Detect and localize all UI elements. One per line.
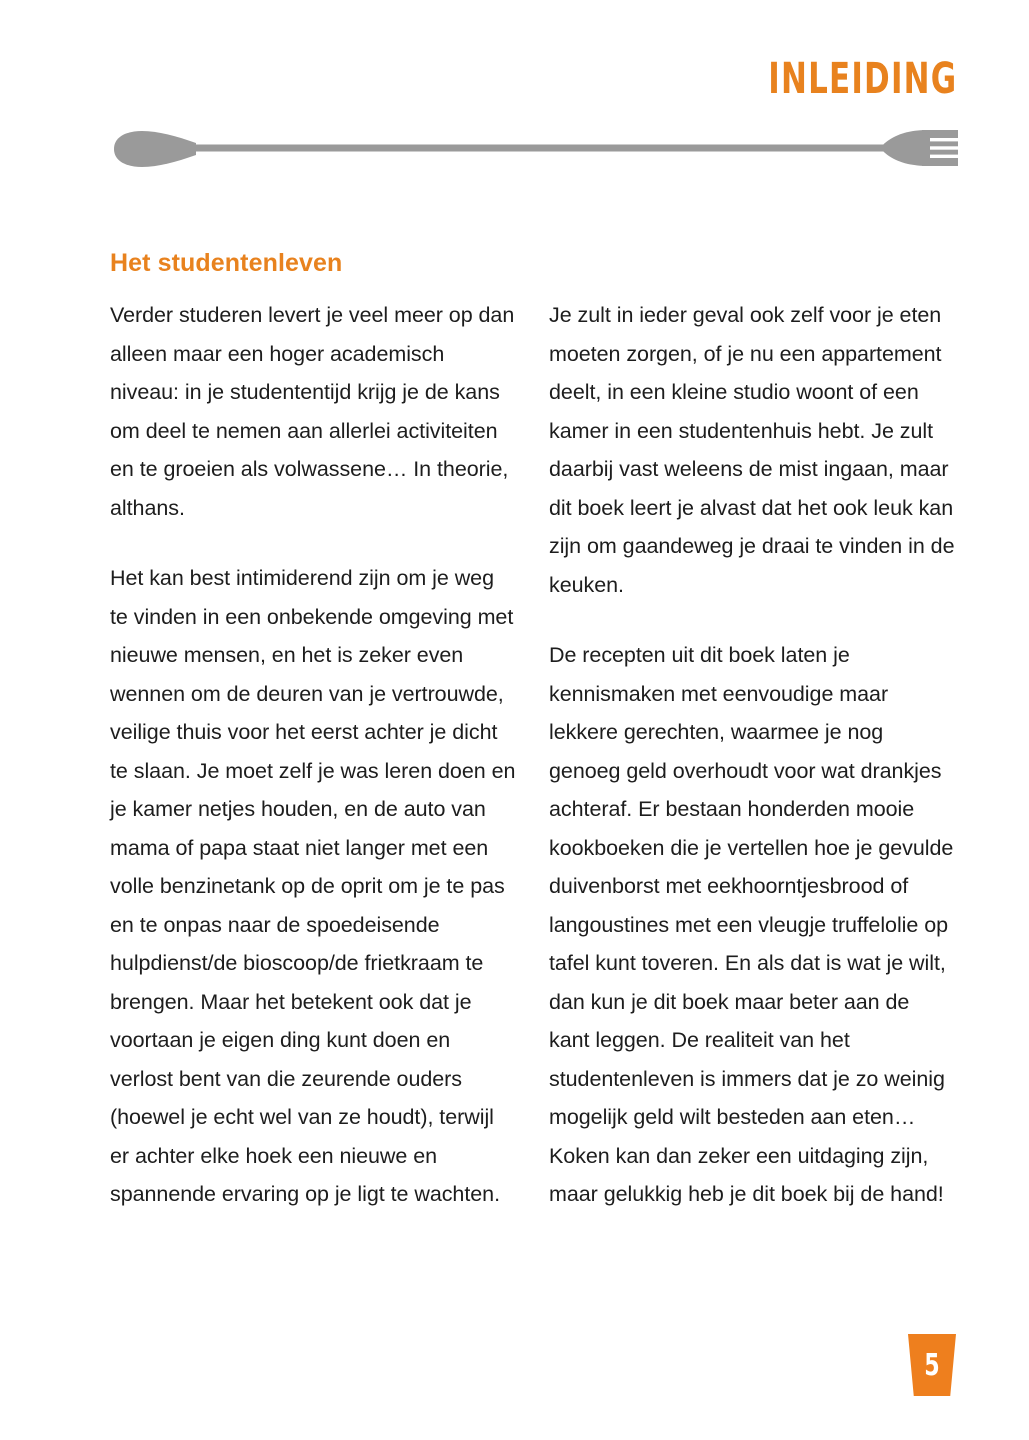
fork-and-spoon-divider-icon bbox=[110, 122, 958, 174]
page-number: 5 bbox=[924, 1347, 940, 1383]
page-title: INLEIDING bbox=[767, 54, 957, 104]
paragraph: Het kan best intimiderend zijn om je weg te vinden in een onbekende omgeving met nieuwe mensen, en het is zeker even wennen om de deuren van je vertrouwde, veilige thuis voor het eerst achter je dicht te slaan. Je moet zelf je was leren doen en je kamer netjes houden, en de auto van mama of papa staat niet langer met een volle benzinetank op de oprit om je te pas en te onpas naar de spoedeisende hulpdienst/de bioscoop/de frietkraam te brengen. Maar het betekent ook dat je voortaan je eigen ding kunt doen en verlost bent van die zeurende ouders (hoewel je echt wel van ze houdt), terwijl er achter elke hoek een nieuwe en spannende ervaring op je ligt te wachten. bbox=[110, 566, 516, 1206]
section-heading: Het studentenleven bbox=[110, 248, 343, 277]
paragraph: De recepten uit dit boek laten je kennismaken met eenvoudige maar lekkere gerechten, waarmee je nog genoeg geld overhoudt voor wat drankjes achteraf. Er bestaan honderden mooie kookboeken die je vertellen hoe je gevulde duivenborst met eekhoorntjesbrood of langoustines met een vleugje truffelolie op tafel kunt toveren. En als dat is wat je wilt, dan kun je dit boek maar beter aan de kant leggen. De realiteit van het studentenleven is immers dat je zo weinig mogelijk geld wilt besteden aan eten… Koken kan dan zeker een uitdaging zijn, maar gelukkig heb je dit boek bij de hand! bbox=[549, 643, 954, 1206]
page-number-badge bbox=[908, 1334, 956, 1396]
paragraph: Je zult in ieder geval ook zelf voor je eten moeten zorgen, of je nu een appartement deelt, in een kleine studio woont of een kamer in een studentenhuis hebt. Je zult daarbij vast weleens de mist ingaan, maar dit boek leert je alvast dat het ook leuk kan zijn om gaandeweg je draai te vinden in de keuken. bbox=[549, 303, 955, 597]
text-column-left bbox=[110, 296, 516, 1214]
article-body bbox=[110, 296, 956, 1214]
page-header bbox=[0, 0, 1029, 180]
paragraph: Verder studeren levert je veel meer op dan alleen maar een hoger academisch niveau: in je studententijd krijg je de kans om deel te nemen aan allerlei activiteiten en te groeien als volwassene… In theorie, althans. bbox=[110, 303, 515, 520]
text-column-right bbox=[549, 296, 955, 1214]
